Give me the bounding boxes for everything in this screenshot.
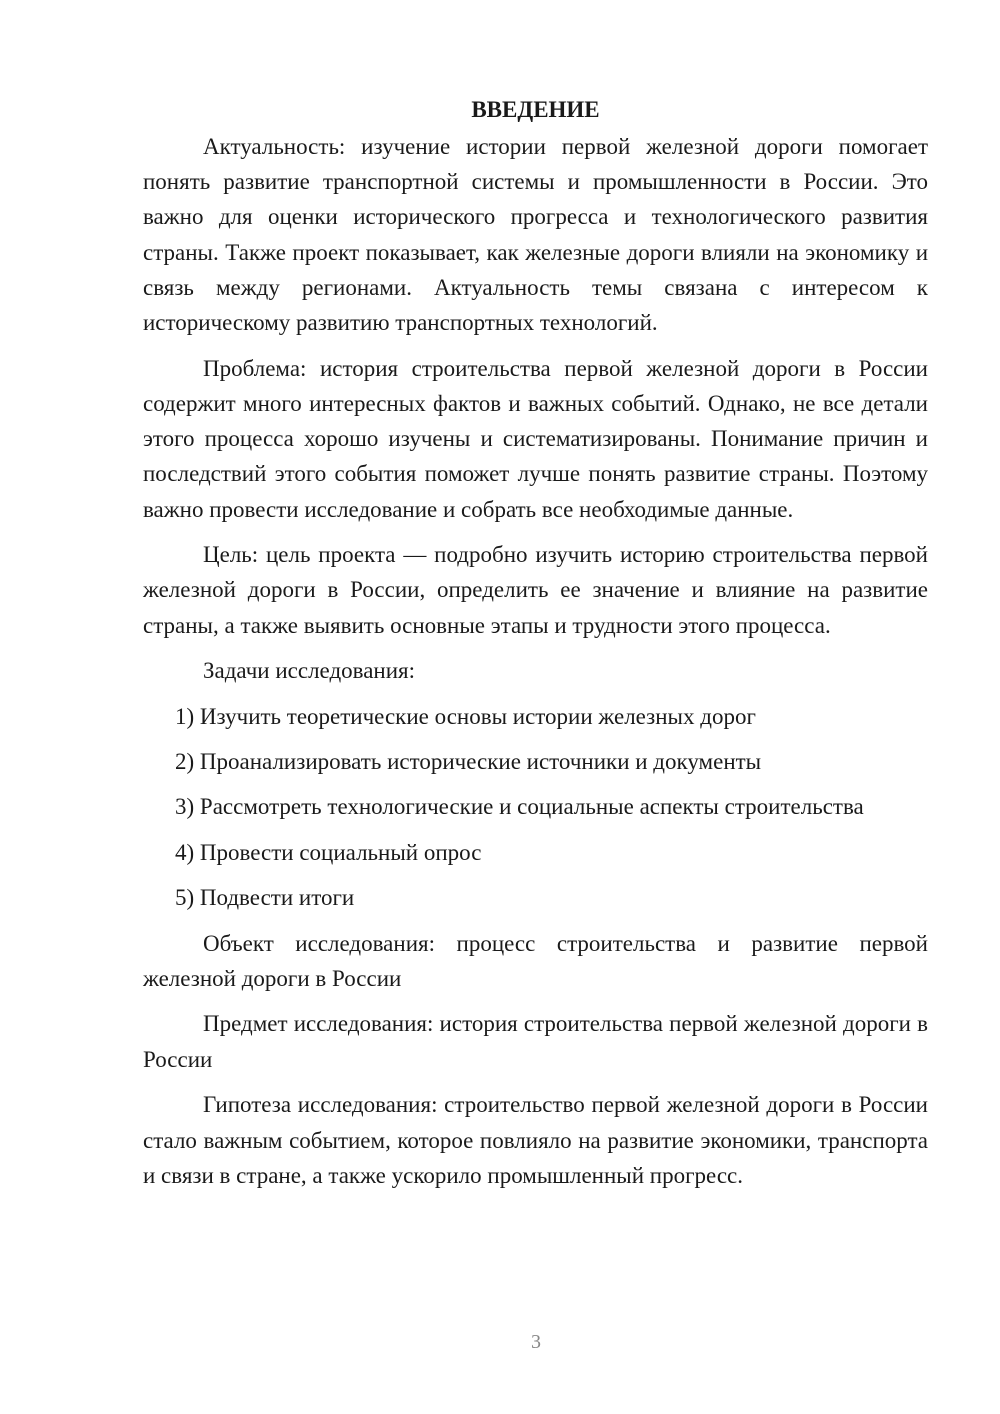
page-title: ВВЕДЕНИЕ [471, 97, 600, 122]
paragraph-object: Объект исследования: процесс строительства и развитие первой железной дороги в России [143, 930, 928, 991]
list-item: 2) Проанализировать исторические источники и документы [175, 748, 762, 774]
list-item: 3) Рассмотреть технологические и социальные аспекты строительства [175, 794, 864, 820]
paragraph-subject: Предмет исследования: история строительства первой железной дороги в России [143, 1011, 928, 1072]
paragraph-goal: Цель: цель проекта — подробно изучить историю строительства первой железной дороги в России, определить ее значение и влияние на развитие страны, а также выявить основные этапы и трудности этого процесса. [143, 542, 928, 638]
list-item: 5) Подвести итоги [175, 885, 355, 911]
page-number: 3 [531, 1331, 541, 1353]
tasks-heading: Задачи исследования: [203, 658, 416, 684]
list-item: 4) Провести социальный опрос [175, 839, 482, 865]
document-page [143, 92, 928, 1203]
paragraph-relevance: Актуальность: изучение истории первой железной дороги помогает понять развитие транспортной системы и промышленности в России. Это важно для оценки исторического прогресса и технологического развития страны. Также проект показывает, как железные дороги влияли на экономику и связь между регионами. Актуальность темы связана с интересом к историческому развитию транспортных технологий. [143, 134, 928, 336]
tasks-list [143, 699, 928, 916]
paragraph-hypothesis: Гипотеза исследования: строительство первой железной дороги в России стало важным событием, которое повлияло на развитие экономики, транспорта и связи в стране, а также ускорило промышленный прогресс. [143, 1092, 928, 1188]
list-item: 1) Изучить теоретические основы истории железных дорог [175, 703, 756, 729]
paragraph-problem: Проблема: история строительства первой железной дороги в России содержит много интересных фактов и важных событий. Однако, не все детали этого процесса хорошо изучены и систематизированы. Понимание причин и последствий этого события поможет лучше понять развитие страны. Поэтому важно провести исследование и собрать все необходимые данные. [143, 355, 928, 522]
